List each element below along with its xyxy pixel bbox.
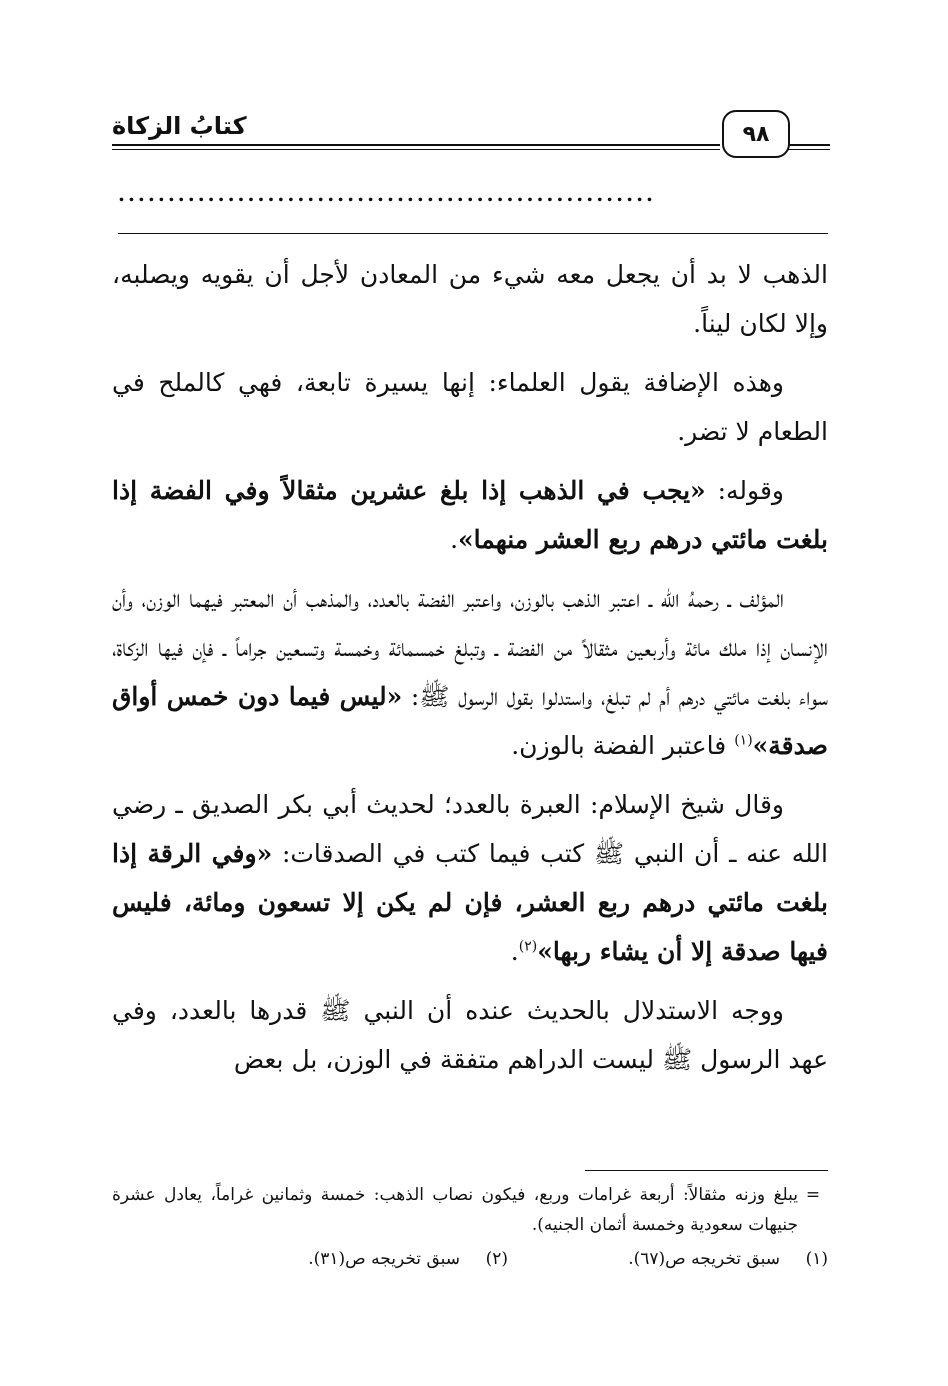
- chapter-title: كتابُ الزكاة: [112, 112, 247, 140]
- footnote-2-text: سبق تخريجه ص(٣١).: [308, 1249, 460, 1269]
- header-rule-right: [788, 144, 830, 150]
- footnote-ref-2[interactable]: (٢): [518, 938, 538, 955]
- page-number: ٩٨: [722, 110, 790, 158]
- paragraph-2: وهذه الإضافة يقول العلماء: إنها يسيرة تابعة، فهي كالملح في الطعام لا تضر.: [112, 368, 828, 446]
- footnote-2: [188, 1244, 508, 1274]
- paragraph-5-text: وقال شيخ الإسلام: العبرة بالعدد؛ لحديث أبي بكر الصديق ـ رضي الله عنه ـ أن النبي ﷺ كتب فيما كتب في الصدقات:: [112, 790, 828, 868]
- footnote-continuation: [112, 1180, 828, 1240]
- paragraph-5-end: .: [510, 937, 519, 966]
- paragraph-5: [112, 780, 828, 976]
- paragraph-3-lead: وقوله:: [705, 476, 784, 505]
- footnote-row: [112, 1244, 828, 1274]
- continuation-mark: =: [805, 1185, 821, 1205]
- footnote-divider: [585, 1170, 828, 1171]
- header-rule-left: [112, 144, 720, 150]
- hadith-quote-1: «يجب في الذهب إذا بلغ عشرين مثقالاً وفي الفضة إذا بلغت مائتي درهم ربع العشر منهما»: [112, 476, 828, 554]
- footnote-1-text: سبق تخريجه ص(٦٧).: [628, 1249, 780, 1269]
- footnote-1-number: (١): [805, 1249, 828, 1269]
- paragraph-1: الذهب لا بد أن يجعل معه شيء من المعادن لأجل أن يقويه ويصلبه، وإلا لكان ليناً.: [112, 260, 828, 338]
- footnotes: [112, 1180, 828, 1274]
- footnote-ref-1[interactable]: (١): [734, 732, 753, 749]
- paragraph-3-end: .: [450, 525, 459, 554]
- hadith-quote-3: «وفي الرقة إذا بلغت مائتي درهم ربع العشر، فإن لم يكن إلا تسعون ومائة، فليس فيها صدقة إلا أن يشاء ربها»: [112, 839, 828, 966]
- paragraph-3: [112, 466, 828, 564]
- paragraph-4: [112, 574, 828, 770]
- page-header: [112, 104, 830, 154]
- top-divider: [118, 233, 828, 234]
- footnote-2-number: (٢): [485, 1249, 508, 1269]
- dotted-separator: ......................................................: [118, 182, 656, 206]
- footnote-1: [508, 1244, 828, 1274]
- paragraph-4-text: المؤلف ـ رحمهُ الله ـ اعتبر الذهب بالوزن، واعتبر الفضة بالعدد، والمذهب أن المعتبر فيهما الوزن، وأن الإنسان إذا ملك مائة وأربعين مثقالاً من الفضة ـ وتبلغ خمسمائة وخمسة وتسعين جراماً ـ فإن فيها الزكاة، سواء بلغت مائتي درهم أم لم تبلغ، واستدلوا بقول الرسول ﷺ:: [112, 584, 828, 711]
- continuation-text: يبلغ وزنه مثقالاً: أربعة غرامات وربع، فيكون نصاب الذهب: خمسة وثمانين غراماً، يعادل عشرة جنيهات سعودية وخمسة أثمان الجنيه).: [112, 1185, 798, 1235]
- paragraph-4-end: فاعتبر الفضة بالوزن.: [511, 731, 735, 760]
- paragraph-6: ووجه الاستدلال بالحديث عنده أن النبي ﷺ قدرها بالعدد، وفي عهد الرسول ﷺ ليست الدراهم متفقة في الوزن، بل بعض: [112, 996, 828, 1074]
- hadith-quote-2: «ليس فيما دون خمس أواق صدقة»: [112, 682, 828, 760]
- main-text: [112, 250, 828, 1094]
